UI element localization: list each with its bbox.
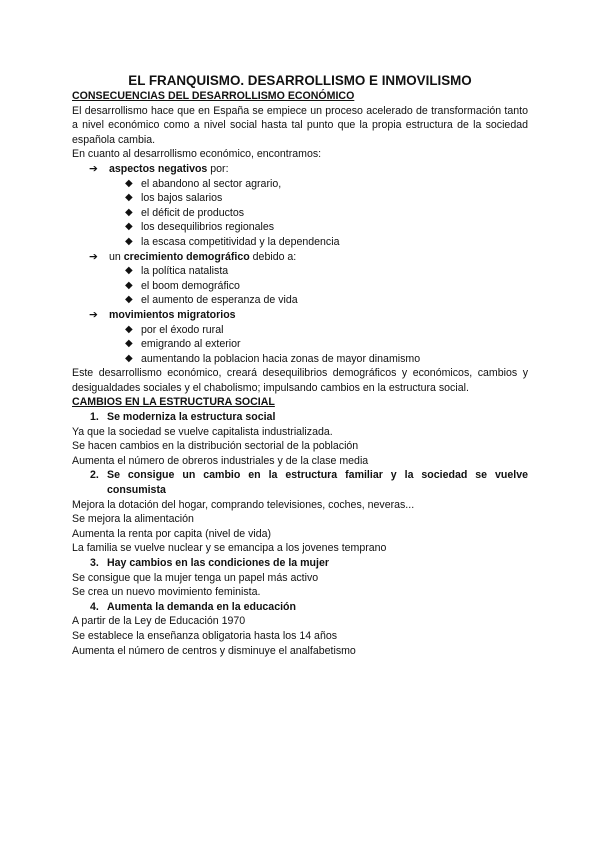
point-line: A partir de la Ley de Educación 1970 [72,615,246,628]
group-prefix: un [109,250,124,263]
diamond-bullet-icon: ◆ [125,323,133,335]
point-heading-1: 1. Se moderniza la estructura social [90,411,276,424]
group-suffix: por: [207,162,229,175]
sublist-aspectos-negativos [89,177,528,250]
diamond-bullet-icon: ◆ [125,177,133,189]
point-line: Aumenta la renta por capita (nivel de vida) [72,527,272,540]
arrow-bullet-icon: ➔ [89,162,98,175]
list-item-movimientos-migratorios [89,308,528,323]
lead-paragraph: En cuanto al desarrollismo económico, encontramos: [72,148,322,161]
document-page [72,72,528,658]
intro-paragraph: El desarrollismo hace que en España se empiece un proceso acelerado de transformación tanto a nivel económico como a nivel social hasta tal punto que la propia estructura de la sociedad española cambia. [72,104,528,146]
point-heading-4: 4. Aumenta la demanda en la educación [90,600,296,613]
diamond-bullet-icon: ◆ [125,279,133,291]
group-title: crecimiento demográfico [123,250,250,263]
diamond-bullet-icon: ◆ [125,265,133,277]
point-heading-2: 2. Se consigue un cambio en la estructura familiar y la sociedad se vuelve consumista [90,469,528,497]
group-title: aspectos negativos [109,162,208,175]
list-item: ◆ el déficit de productos [125,206,245,219]
list-item: ◆ la política natalista [125,265,229,278]
list-item: ◆ por el éxodo rural [125,323,224,336]
list-item-crecimiento-demografico [89,250,528,265]
point-line: Se crea un nuevo movimiento feminista. [72,586,261,599]
sublist-crecimiento-demografico [89,264,528,308]
point-line: Se consigue que la mujer tenga un papel más activo [72,571,319,584]
diamond-bullet-icon: ◆ [125,235,133,247]
group-title: movimientos migratorios [109,308,236,321]
sublist-movimientos-migratorios [89,323,528,367]
section-heading-cambios: CAMBIOS EN LA ESTRUCTURA SOCIAL [72,396,275,409]
list-item: ◆ los desequilibrios regionales [125,221,275,234]
document-title: EL FRANQUISMO. DESARROLLISMO E INMOVILISMO [128,73,472,88]
point-line: Aumenta el número de obreros industriales y de la clase media [72,454,369,467]
point-line: La familia se vuelve nuclear y se emancipa a los jovenes temprano [72,542,387,555]
diamond-bullet-icon: ◆ [125,221,133,233]
list-item: ◆ los bajos salarios [125,192,223,205]
arrow-bullet-icon: ➔ [89,308,98,321]
diamond-bullet-icon: ◆ [125,206,133,218]
diamond-bullet-icon: ◆ [125,352,133,364]
list-item: ◆ aumentando la poblacion hacia zonas de mayor dinamismo [125,352,421,365]
group-suffix: debido a: [249,250,297,263]
point-line: Mejora la dotación del hogar, comprando televisiones, coches, neveras... [72,498,415,511]
list-item: ◆ emigrando al exterior [125,338,241,351]
list-item: ◆ el abandono al sector agrario, [125,177,282,190]
point-line: Aumenta el número de centros y disminuye el analfabetismo [72,644,356,657]
arrow-bullet-icon: ➔ [89,250,98,263]
diamond-bullet-icon: ◆ [125,192,133,204]
list-item-aspectos-negativos [89,162,528,177]
diamond-bullet-icon: ◆ [125,338,133,350]
consequences-list [72,162,528,366]
point-line: Ya que la sociedad se vuelve capitalista industrializada. [72,425,333,438]
conclusion-paragraph: Este desarrollismo económico, creará desequilibrios demográficos y económicos, cambios y desigualdades sociales y el chabolismo; impulsando cambios en la estructura social. [72,367,528,394]
section-heading-consecuencias: CONSECUENCIAS DEL DESARROLLISMO ECONÓMICO [72,90,355,102]
point-heading-3: 3. Hay cambios en las condiciones de la mujer [90,557,329,569]
diamond-bullet-icon: ◆ [125,294,133,306]
list-item: ◆ el aumento de esperanza de vida [125,294,298,307]
list-item: ◆ la escasa competitividad y la dependencia [125,235,340,248]
point-line: Se establece la enseñanza obligatoria hasta los 14 años [72,629,338,642]
point-line: Se hacen cambios en la distribución sectorial de la población [72,440,359,453]
point-line: Se mejora la alimentación [72,513,194,526]
list-item: ◆ el boom demográfico [125,279,240,292]
